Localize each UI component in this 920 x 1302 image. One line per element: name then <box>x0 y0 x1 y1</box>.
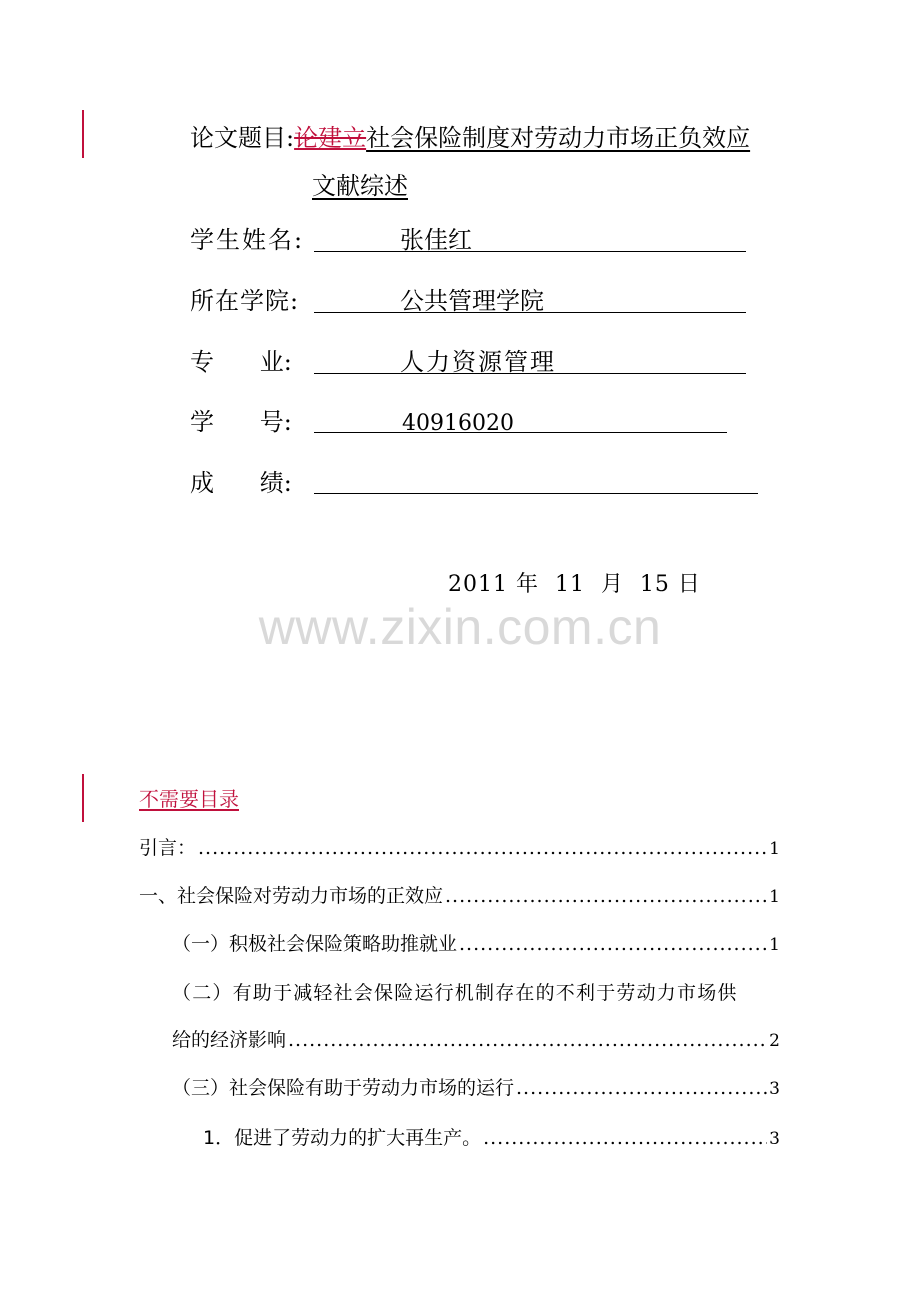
toc-entry-text: （三）社会保险有助于劳动力市场的运行 <box>172 1077 515 1099</box>
revision-bar-top <box>82 110 84 158</box>
toc-page-number: 3 <box>769 1129 780 1149</box>
field-underline-student-id <box>314 432 727 433</box>
title-deleted-text: 论建立 <box>294 124 367 152</box>
toc-leader-dots <box>198 833 767 863</box>
toc-revision-note: 不需要目录 <box>139 787 239 811</box>
toc-entry[interactable] <box>172 929 780 960</box>
toc-leader-dots <box>483 1123 767 1153</box>
toc-entry[interactable] <box>203 1123 780 1154</box>
field-label-grade: 成 绩: <box>190 469 292 497</box>
field-value-name: 张佳红 <box>400 226 472 254</box>
toc-page-number: 1 <box>769 935 780 955</box>
toc-entry[interactable] <box>139 833 780 864</box>
watermark: www.zixin.com.cn <box>258 599 662 655</box>
title-label: 论文题目: <box>190 124 295 152</box>
toc-entry-multiline-first[interactable] <box>172 978 782 1008</box>
toc-entry-text: （二）有助于减轻社会保险运行机制存在的不利于劳动力市场供 <box>172 982 738 1004</box>
field-underline-grade <box>314 493 758 494</box>
field-label-name: 学生姓名: <box>190 226 305 254</box>
toc-leader-dots <box>459 929 767 959</box>
revision-bar-toc <box>82 774 84 822</box>
thesis-title <box>190 120 750 156</box>
toc-page-number: 3 <box>769 1079 780 1099</box>
toc-entry-text: 给的经济影响 <box>172 1029 287 1051</box>
toc-entry-text: 一、社会保险对劳动力市场的正效应 <box>139 885 444 907</box>
submission-date: 2011 年 11 月 15 日 <box>448 572 701 597</box>
toc-entry[interactable] <box>139 881 780 912</box>
toc-page-number: 1 <box>769 887 780 907</box>
toc-page-number: 2 <box>769 1031 780 1051</box>
toc-entry[interactable] <box>172 1073 780 1104</box>
field-label-student-id: 学 号: <box>190 408 292 436</box>
toc-entry-text: 引言： <box>139 837 197 859</box>
toc-leader-dots <box>516 1073 767 1103</box>
toc-page-number: 1 <box>769 839 780 859</box>
field-underline-name <box>314 251 746 252</box>
toc-leader-dots <box>445 881 767 911</box>
field-value-college: 公共管理学院 <box>400 287 544 315</box>
toc-leader-dots <box>288 1025 767 1055</box>
toc-entry[interactable] <box>172 1025 780 1056</box>
field-label-college: 所在学院: <box>190 287 300 315</box>
title-main-text: 社会保险制度对劳动力市场正负效应 <box>366 124 751 152</box>
toc-entry-text: 1．促进了劳动力的扩大再生产。 <box>203 1127 482 1149</box>
toc-entry-text: （一）积极社会保险策略助推就业 <box>172 933 458 955</box>
field-value-student-id: 40916020 <box>402 411 514 436</box>
title-line-2: 文献综述 <box>312 172 408 200</box>
field-label-major: 专 业: <box>190 348 292 376</box>
field-value-major: 人力资源管理 <box>400 348 556 376</box>
